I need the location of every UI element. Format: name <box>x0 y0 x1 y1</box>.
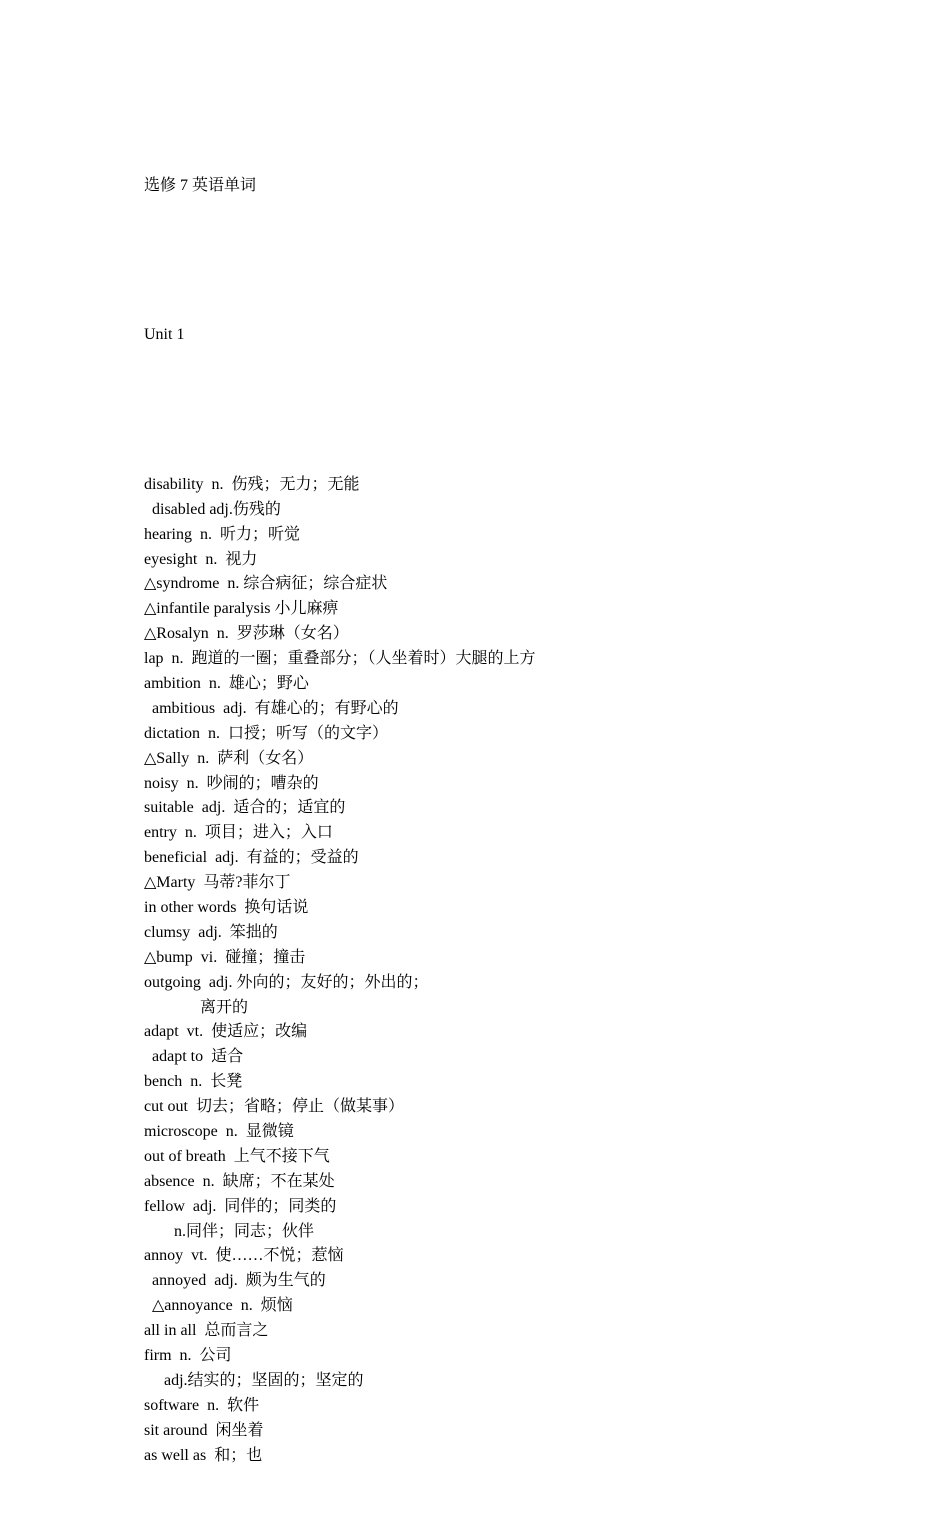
vocabulary-entry: sit around 闲坐着 <box>144 1421 264 1439</box>
vocabulary-entry: clumsy adj. 笨拙的 <box>144 923 278 941</box>
vocabulary-entry: out of breath 上气不接下气 <box>144 1147 330 1165</box>
vocabulary-entry: △Marty 马蒂?菲尔丁 <box>144 874 291 892</box>
vocabulary-entry: △bump vi. 碰撞；撞击 <box>144 948 306 966</box>
vocabulary-entry: dictation n. 口授；听写（的文字） <box>144 724 388 742</box>
vocabulary-entry: absence n. 缺席；不在某处 <box>144 1172 335 1190</box>
vocabulary-entry: ambitious adj. 有雄心的；有野心的 <box>152 699 399 717</box>
unit-heading: Unit 1 <box>144 326 185 344</box>
vocabulary-entry: noisy n. 吵闹的；嘈杂的 <box>144 774 319 792</box>
vocabulary-entry: adapt to 适合 <box>152 1048 244 1066</box>
vocabulary-entry: annoyed adj. 颇为生气的 <box>152 1272 326 1290</box>
vocabulary-entry: lap n. 跑道的一圈；重叠部分；（人坐着时）大腿的上方 <box>144 650 536 668</box>
vocabulary-entry: 离开的 <box>200 998 249 1016</box>
vocabulary-entry: △annoyance n. 烦恼 <box>152 1297 293 1315</box>
vocabulary-entry: hearing n. 听力；听觉 <box>144 525 300 543</box>
vocabulary-entry: adj.结实的；坚固的；坚定的 <box>164 1371 364 1389</box>
document-title: 选修 7 英语单词 <box>144 176 257 194</box>
vocabulary-entry: ambition n. 雄心；野心 <box>144 674 309 692</box>
vocabulary-entry: disability n. 伤残；无力；无能 <box>144 475 360 493</box>
vocabulary-entry: in other words 换句话说 <box>144 898 309 916</box>
vocabulary-entry: disabled adj.伤残的 <box>152 500 281 518</box>
spacer <box>144 398 844 423</box>
vocabulary-entry: bench n. 长凳 <box>144 1073 243 1091</box>
vocabulary-entry: adapt vt. 使适应；改编 <box>144 1023 308 1041</box>
vocabulary-entry: outgoing adj. 外向的；友好的；外出的； <box>144 973 429 991</box>
vocabulary-entry: firm n. 公司 <box>144 1347 232 1365</box>
vocabulary-entry: △Sally n. 萨利（女名） <box>144 749 314 767</box>
vocabulary-entry: cut out 切去；省略；停止（做某事） <box>144 1098 404 1116</box>
vocabulary-entry: eyesight n. 视力 <box>144 550 258 568</box>
vocabulary-entry: suitable adj. 适合的；适宜的 <box>144 799 346 817</box>
vocabulary-list <box>144 473 844 1469</box>
vocabulary-entry: software n. 软件 <box>144 1396 260 1414</box>
vocabulary-entry: entry n. 项目；进入；入口 <box>144 824 333 842</box>
vocabulary-entry: all in all 总而言之 <box>144 1322 269 1340</box>
vocabulary-entry: △infantile paralysis 小儿麻痹 <box>144 600 339 618</box>
vocabulary-entry: beneficial adj. 有益的；受益的 <box>144 849 359 867</box>
vocabulary-entry: n.同伴；同志；伙伴 <box>174 1222 315 1240</box>
vocabulary-entry: as well as 和；也 <box>144 1446 263 1464</box>
vocabulary-entry: △Rosalyn n. 罗莎琳（女名） <box>144 625 349 643</box>
vocabulary-entry: fellow adj. 同伴的；同类的 <box>144 1197 337 1215</box>
vocabulary-content <box>144 124 844 1518</box>
vocabulary-entry: annoy vt. 使……不悦；惹恼 <box>144 1247 344 1265</box>
vocabulary-entry: microscope n. 显微镜 <box>144 1123 294 1140</box>
vocabulary-entry: △syndrome n. 综合病征；综合症状 <box>144 575 388 593</box>
spacer <box>144 249 844 274</box>
